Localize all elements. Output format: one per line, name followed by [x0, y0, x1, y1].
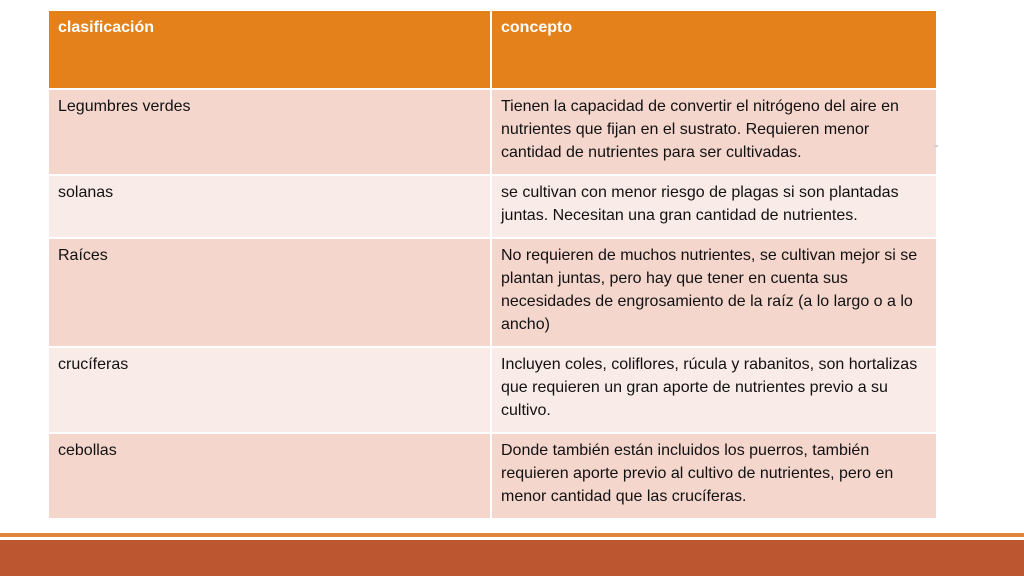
classification-table-container: [47, 9, 936, 520]
cell-clasificacion: Legumbres verdes: [48, 89, 491, 175]
cell-concepto: Tienen la capacidad de convertir el nitrógeno del aire en nutrientes que fijan en el sustrato. Requieren menor cantidad de nutrientes para ser cultivadas.: [491, 89, 937, 175]
table-row: [48, 175, 937, 238]
table-row: [48, 238, 937, 347]
cell-clasificacion: crucíferas: [48, 347, 491, 433]
table-header-row: [48, 10, 937, 89]
cell-clasificacion: cebollas: [48, 433, 491, 519]
cell-concepto: Incluyen coles, coliflores, rúcula y rabanitos, son hortalizas que requieren un gran aporte de nutrientes previo a su cultivo.: [491, 347, 937, 433]
table-row: [48, 347, 937, 433]
footer-band: [0, 540, 1024, 576]
table-row: [48, 89, 937, 175]
classification-table: [47, 9, 938, 520]
cell-concepto: se cultivan con menor riesgo de plagas si son plantadas juntas. Necesitan una gran cantidad de nutrientes.: [491, 175, 937, 238]
cell-clasificacion: Raíces: [48, 238, 491, 347]
header-concepto: concepto: [491, 10, 937, 89]
header-clasificacion: clasificación: [48, 10, 491, 89]
cell-clasificacion: solanas: [48, 175, 491, 238]
cell-concepto: Donde también están incluidos los puerros, también requieren aporte previo al cultivo de nutrientes, pero en menor cantidad que las crucíferas.: [491, 433, 937, 519]
table-row: [48, 433, 937, 519]
decorative-mark: [934, 145, 938, 147]
cell-concepto: No requieren de muchos nutrientes, se cultivan mejor si se plantan juntas, pero hay que tener en cuenta sus necesidades de engrosamiento de la raíz (a lo largo o a lo ancho): [491, 238, 937, 347]
footer-accent-line: [0, 533, 1024, 537]
